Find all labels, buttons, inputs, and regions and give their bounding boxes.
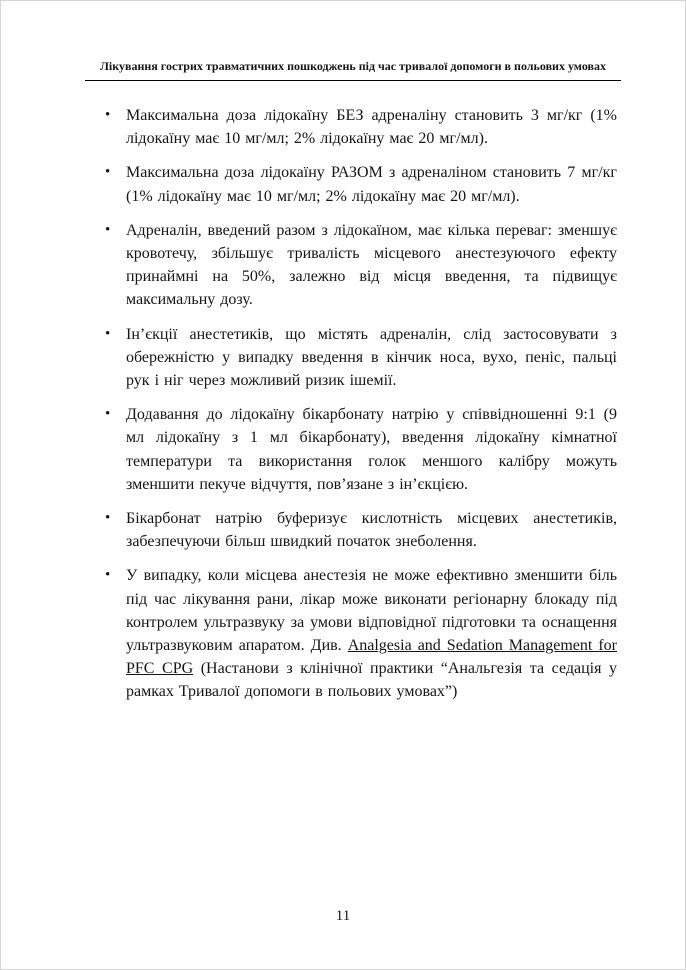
bullet-item <box>105 219 617 312</box>
bullet-text: Додавання до лідокаїну бікарбонату натрію у співвідношенні 9:1 (9 мл лідокаїну з 1 мл бікарбонату), введення лідокаїну кімнатної температури та використання голок меншого калібру можуть зменшити пекуче відчуття, пов’язане з ін’єкцією. <box>126 406 617 493</box>
bullet-text: Бікарбонат натрію буферизує кислотність місцевих анестетиків, забезпечуючи більш швидкий початок знеболення. <box>126 510 617 551</box>
bullet-text: Максимальна доза лідокаїну РАЗОМ з адреналіном становить 7 мг/кг (1% лідокаїну має 10 мг/мл; 2% лідокаїну має 20 мг/мл). <box>126 164 617 205</box>
bullet-item <box>105 161 617 207</box>
bullet-icon: • <box>105 164 111 181</box>
page-number: 11 <box>335 908 351 924</box>
bullet-icon: • <box>105 325 111 342</box>
bullet-text: Максимальна доза лідокаїну БЕЗ адреналіну становить 3 мг/кг (1% лідокаїну має 10 мг/мл; 2% лідокаїну має 20 мг/мл). <box>126 107 617 148</box>
bullet-text: Ін’єкції анестетиків, що містять адреналін, слід застосовувати з обережністю у випадку введення в кінчик носа, вухо, пеніс, пальці рук і ніг через можливий ризик ішемії. <box>126 325 617 390</box>
analgesia-sedation-cpg-link[interactable]: Analgesia and Sedation Management for PFC CPG <box>126 637 617 678</box>
bullet-item <box>105 403 617 496</box>
bullet-icon: • <box>105 510 111 527</box>
bullet-icon: • <box>105 406 111 423</box>
bullet-text-before-link: У випадку, коли місцева анестезія не може ефективно зменшити біль під час лікування рани, лікар може виконати регіонарну блокаду під контролем ультразвуку за умови відповідної підготовки та оснащення ультразвуковим апаратом. Див. <box>126 567 617 655</box>
bullet-text: Адреналін, введений разом з лідокаїном, має кілька переваг: зменшує кровотечу, збільшує тривалість місцевого анестезуючого ефекту принаймні на 50%, залежно від місця введення, та підвищує максимальну дозу. <box>126 221 617 309</box>
bullet-icon: • <box>105 221 111 238</box>
running-header <box>85 59 621 81</box>
bullet-item <box>105 323 617 393</box>
bullet-item <box>105 104 617 150</box>
bullet-text-after-link: (Настанови з клінічної практики “Анальгезія та седація у рамках Тривалої допомоги в польових умовах”) <box>126 660 618 701</box>
bullet-icon: • <box>105 107 111 123</box>
page-body <box>105 104 617 715</box>
bullet-item <box>105 564 617 703</box>
bullet-text <box>126 564 617 703</box>
header-title: Лікування гострих травматичних пошкоджень під час тривалої допомоги в польових умовах <box>99 59 607 73</box>
bullet-icon: • <box>105 567 111 584</box>
bullet-item <box>105 507 617 553</box>
